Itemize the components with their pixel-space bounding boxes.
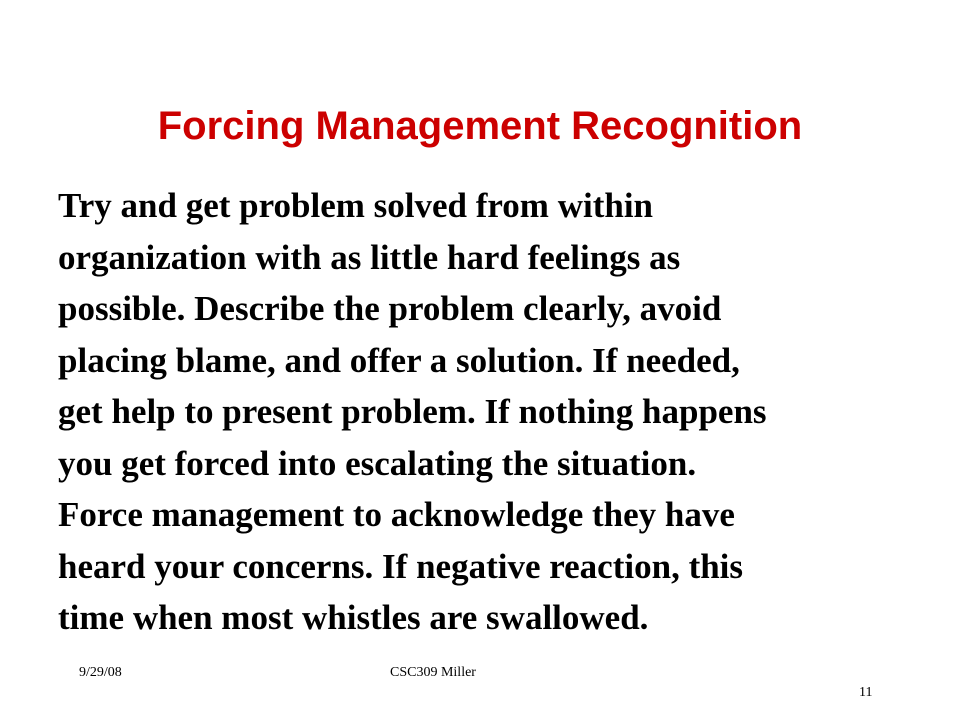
body-line: placing blame, and offer a solution. If needed, (58, 340, 740, 380)
footer-date: 9/29/08 (79, 665, 122, 680)
slide-title: Forcing Management Recognition (157, 104, 803, 148)
body-line: possible. Describe the problem clearly, avoid (58, 289, 722, 328)
footer-author: CSC309 Miller (390, 665, 476, 680)
body-line: time when most whistles are swallowed. (58, 598, 649, 637)
body-line: Try and get problem solved from within (58, 186, 654, 225)
body-line: heard your concerns. If negative reaction, this (58, 546, 744, 586)
body-line: Force management to acknowledge they have (58, 495, 735, 534)
body-line: you get forced into escalating the situation. (58, 443, 697, 483)
slide-number: 11 (859, 685, 873, 700)
slide-body (58, 180, 938, 644)
body-line: organization with as little hard feelings as (58, 237, 681, 277)
body-line: get help to present problem. If nothing happens (58, 392, 767, 431)
